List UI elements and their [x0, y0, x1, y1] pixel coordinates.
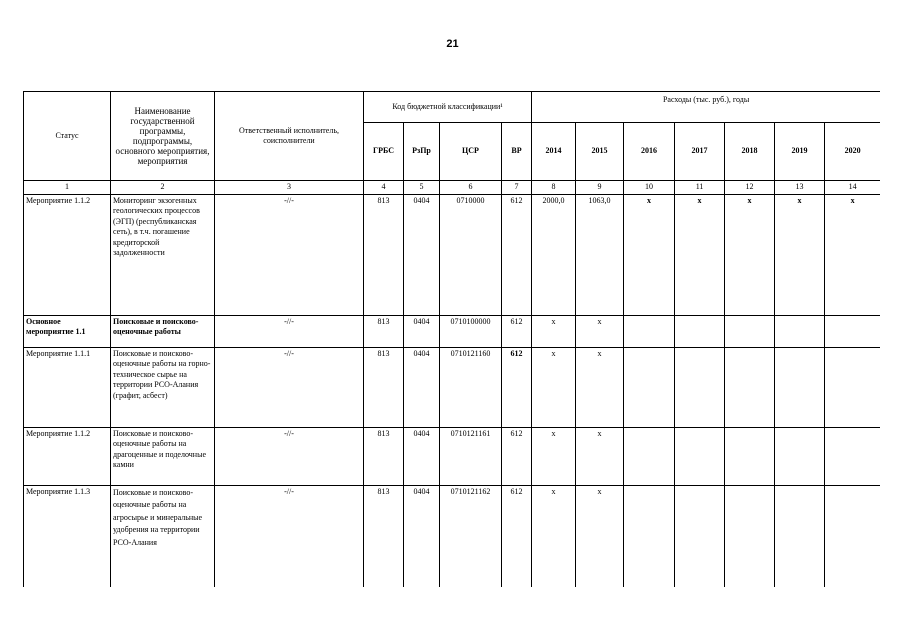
- column-number: 1: [24, 181, 111, 195]
- header-csr: ЦСР: [440, 123, 502, 181]
- row-2018: [725, 315, 775, 347]
- row-2016: [624, 427, 675, 485]
- row-2017: [675, 347, 725, 427]
- header-year-2017: 2017: [675, 123, 725, 181]
- row-2018: [725, 347, 775, 427]
- header-executor: Ответственный исполнитель, соисполнители: [215, 92, 364, 181]
- row-executor: -//-: [215, 194, 364, 315]
- row-csr: 0710121162: [440, 485, 502, 587]
- row-vr: 612: [502, 427, 532, 485]
- row-name: Поисковые и поисково-оценочные работы на агросырье и минеральные удобрения на территории РСО-Алания: [111, 485, 215, 587]
- column-number: 9: [576, 181, 624, 195]
- row-2014: 2000,0: [532, 194, 576, 315]
- row-grbs: 813: [364, 194, 404, 315]
- row-name: Поисковые и поисково-оценочные работы на горно-техническое сырье на территории РСО-Алания (графит, асбест): [111, 347, 215, 427]
- row-2019: [775, 485, 825, 587]
- row-rzpr: 0404: [404, 347, 440, 427]
- table-row: [24, 347, 881, 427]
- row-csr: 0710121160: [440, 347, 502, 427]
- row-rzpr: 0404: [404, 315, 440, 347]
- row-2020: [825, 427, 880, 485]
- row-vr: 612: [502, 315, 532, 347]
- header-year-2014: 2014: [532, 123, 576, 181]
- budget-table-container: [23, 91, 880, 587]
- row-2017: х: [675, 194, 725, 315]
- row-status: Мероприятие 1.1.2: [24, 427, 111, 485]
- column-number: 7: [502, 181, 532, 195]
- row-rzpr: 0404: [404, 427, 440, 485]
- row-2019: [775, 315, 825, 347]
- row-2014: х: [532, 427, 576, 485]
- column-number: 11: [675, 181, 725, 195]
- column-number: 2: [111, 181, 215, 195]
- row-2020: х: [825, 194, 880, 315]
- table-row: [24, 315, 881, 347]
- row-status: Основное мероприятие 1.1: [24, 315, 111, 347]
- row-2020: [825, 315, 880, 347]
- header-row-1: [24, 92, 881, 123]
- header-year-2020: 2020: [825, 123, 880, 181]
- header-year-2015: 2015: [576, 123, 624, 181]
- row-2014: х: [532, 315, 576, 347]
- header-year-2018: 2018: [725, 123, 775, 181]
- column-number-row: [24, 181, 881, 195]
- row-2015: х: [576, 315, 624, 347]
- column-number: 6: [440, 181, 502, 195]
- row-2019: [775, 427, 825, 485]
- row-status: Мероприятие 1.1.1: [24, 347, 111, 427]
- row-2020: [825, 347, 880, 427]
- row-grbs: 813: [364, 315, 404, 347]
- row-name: Поисковые и поисково-оценочные работы: [111, 315, 215, 347]
- column-number: 4: [364, 181, 404, 195]
- row-2014: х: [532, 347, 576, 427]
- row-2016: [624, 315, 675, 347]
- row-2017: [675, 315, 725, 347]
- row-2018: [725, 485, 775, 587]
- budget-table: [23, 91, 880, 587]
- row-csr: 0710121161: [440, 427, 502, 485]
- row-csr: 0710000: [440, 194, 502, 315]
- row-name: Поисковые и поисково-оценочные работы на драгоценные и поделочные камни: [111, 427, 215, 485]
- row-rzpr: 0404: [404, 485, 440, 587]
- row-csr: 0710100000: [440, 315, 502, 347]
- header-grbs: ГРБС: [364, 123, 404, 181]
- row-status: Мероприятие 1.1.2: [24, 194, 111, 315]
- row-vr: 612: [502, 347, 532, 427]
- row-2016: [624, 347, 675, 427]
- column-number: 10: [624, 181, 675, 195]
- header-year-2016: 2016: [624, 123, 675, 181]
- row-2019: [775, 347, 825, 427]
- header-expenses-group: Расходы (тыс. руб.), годы: [532, 92, 880, 123]
- header-year-2019: 2019: [775, 123, 825, 181]
- header-vr: ВР: [502, 123, 532, 181]
- row-2018: [725, 427, 775, 485]
- row-2017: [675, 485, 725, 587]
- row-2017: [675, 427, 725, 485]
- header-status: Статус: [24, 92, 111, 181]
- header-name: Наименование государственной программы, подпрограммы, основного мероприятия, мероприятия: [111, 92, 215, 181]
- row-executor: -//-: [215, 315, 364, 347]
- table-row: [24, 485, 881, 587]
- row-2015: х: [576, 427, 624, 485]
- row-2016: х: [624, 194, 675, 315]
- row-grbs: 813: [364, 427, 404, 485]
- row-2020: [825, 485, 880, 587]
- header-rzpr: РзПр: [404, 123, 440, 181]
- row-rzpr: 0404: [404, 194, 440, 315]
- row-2015: х: [576, 485, 624, 587]
- row-2018: х: [725, 194, 775, 315]
- row-grbs: 813: [364, 347, 404, 427]
- row-2019: х: [775, 194, 825, 315]
- row-2015: х: [576, 347, 624, 427]
- header-kbk-group: Код бюджетной классификации¹: [364, 92, 532, 123]
- row-vr: 612: [502, 194, 532, 315]
- row-2014: х: [532, 485, 576, 587]
- column-number: 14: [825, 181, 880, 195]
- row-vr: 612: [502, 485, 532, 587]
- row-executor: -//-: [215, 485, 364, 587]
- row-2016: [624, 485, 675, 587]
- column-number: 13: [775, 181, 825, 195]
- column-number: 8: [532, 181, 576, 195]
- table-row: [24, 194, 881, 315]
- row-name: Мониторинг экзогенных геологических процессов (ЭГП) (республиканская сеть), в т.ч. погашение кредиторской задолженности: [111, 194, 215, 315]
- row-status: Мероприятие 1.1.3: [24, 485, 111, 587]
- column-number: 5: [404, 181, 440, 195]
- column-number: 3: [215, 181, 364, 195]
- row-executor: -//-: [215, 347, 364, 427]
- row-executor: -//-: [215, 427, 364, 485]
- table-row: [24, 427, 881, 485]
- page-number: 21: [446, 38, 459, 50]
- row-2015: 1063,0: [576, 194, 624, 315]
- column-number: 12: [725, 181, 775, 195]
- row-grbs: 813: [364, 485, 404, 587]
